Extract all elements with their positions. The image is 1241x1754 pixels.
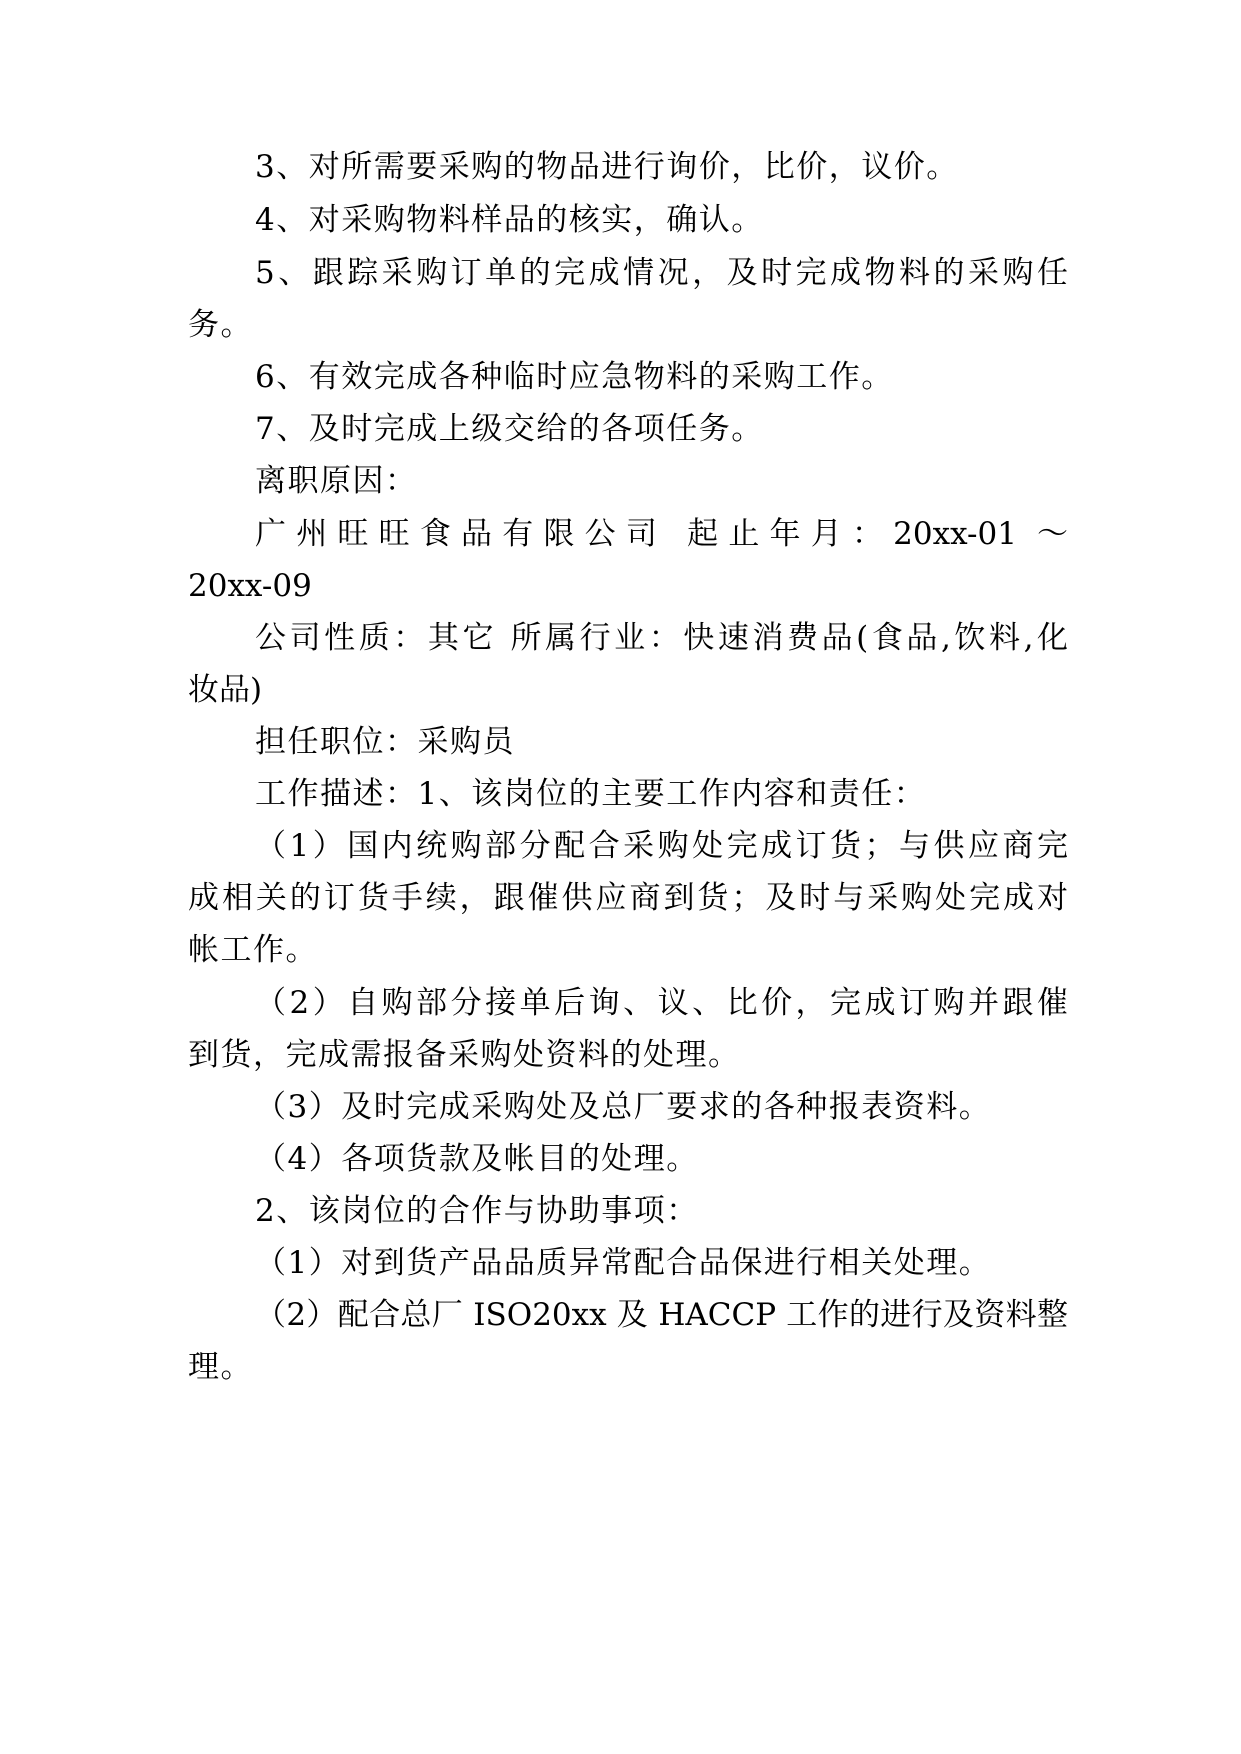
duty-item-6: 6、有效完成各种临时应急物料的采购工作。 bbox=[255, 359, 894, 395]
duty-item-4: 4、对采购物料样品的核实，确认。 bbox=[255, 202, 764, 238]
company-and-dates: 广州旺旺食品有限公司 起止年月：20xx-01 ～ bbox=[255, 516, 1068, 552]
company-dates-continued: 20xx-09 bbox=[188, 568, 312, 604]
cooperation-2-continued: 理。 bbox=[188, 1349, 253, 1385]
responsibility-1-continued: 成相关的订货手续，跟催供应商到货；及时与采购处完成对 bbox=[188, 880, 1068, 916]
duty-item-7: 7、及时完成上级交给的各项任务。 bbox=[255, 411, 764, 447]
company-industry-continued: 妆品) bbox=[188, 672, 263, 708]
responsibility-1-end: 帐工作。 bbox=[188, 932, 318, 968]
cooperation-2: （2）配合总厂 ISO20xx 及 HACCP 工作的进行及资料整 bbox=[255, 1297, 1068, 1333]
responsibility-2-continued: 到货，完成需报备采购处资料的处理。 bbox=[188, 1037, 741, 1073]
duty-item-3: 3、对所需要采购的物品进行询价，比价，议价。 bbox=[255, 149, 959, 185]
cooperation-heading: 2、该岗位的合作与协助事项： bbox=[255, 1193, 699, 1229]
resignation-reason-label: 离职原因： bbox=[255, 463, 418, 499]
responsibility-1: （1）国内统购部分配合采购处完成订货；与供应商完 bbox=[255, 828, 1068, 864]
duty-item-5: 5、跟踪采购订单的完成情况，及时完成物料的采购任 bbox=[255, 255, 1068, 291]
cooperation-1: （1）对到货产品品质异常配合品保进行相关处理。 bbox=[255, 1245, 992, 1281]
job-description-heading: 工作描述：1、该岗位的主要工作内容和责任： bbox=[255, 776, 927, 812]
position-held: 担任职位：采购员 bbox=[255, 724, 515, 760]
responsibility-2: （2）自购部分接单后询、议、比价，完成订购并跟催 bbox=[255, 985, 1068, 1021]
responsibility-3: （3）及时完成采购处及总厂要求的各种报表资料。 bbox=[255, 1089, 992, 1125]
responsibility-4: （4）各项货款及帐目的处理。 bbox=[255, 1141, 699, 1177]
company-nature-industry: 公司性质：其它 所属行业：快速消费品(食品,饮料,化 bbox=[255, 620, 1068, 656]
duty-item-5-continued: 务。 bbox=[188, 307, 253, 343]
